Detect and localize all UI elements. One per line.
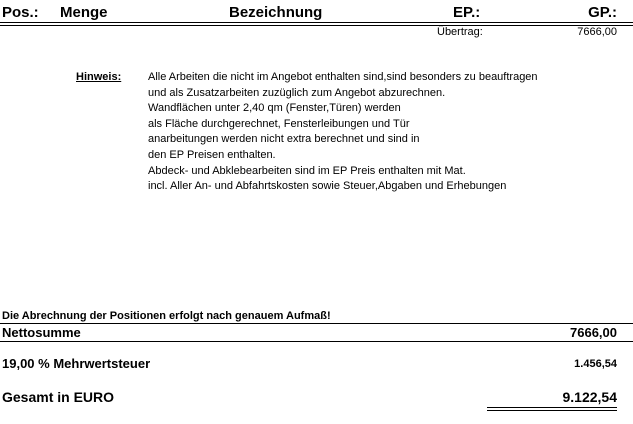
hinweis-line: Alle Arbeiten die nicht im Angebot enthalten sind,sind besonders zu beauftragen: [148, 71, 538, 83]
uebertrag-value: 7666,00: [577, 26, 617, 38]
gesamt-double-rule-top: [487, 407, 617, 408]
mwst-label: 19,00 % Mehrwertsteuer: [2, 356, 151, 371]
column-header-gp: GP.:: [588, 4, 617, 21]
hinweis-line: den EP Preisen enthalten.: [148, 148, 276, 161]
uebertrag-label: Übertrag:: [437, 26, 483, 38]
hinweis-line: Abdeck- und Abklebearbeiten sind im EP Preis enthalten mit Mat.: [148, 164, 466, 177]
column-header-bezeichnung: Bezeichnung: [229, 4, 323, 21]
column-header-pos: Pos.:: [2, 4, 39, 21]
gesamt-double-rule-bottom: [487, 410, 617, 411]
abrechnung-note: Die Abrechnung der Positionen erfolgt nach genauem Aufmaß!: [2, 310, 331, 322]
hinweis-line: incl. Aller An- und Abfahrtskosten sowie Steuer,Abgaben und Erhebungen: [148, 180, 507, 193]
mwst-value: 1.456,54: [574, 358, 617, 370]
gesamt-value: 9.122,54: [562, 389, 617, 405]
hinweis-label: Hinweis:: [76, 71, 122, 83]
gesamt-label: Gesamt in EURO: [2, 389, 115, 405]
hinweis-line: und als Zusatzarbeiten zuzüglich zum Angebot abzurechnen.: [148, 86, 446, 99]
netto-rule: [0, 341, 633, 342]
hinweis-line: Wandflächen unter 2,40 qm (Fenster,Türen) werden: [148, 102, 401, 115]
hinweis-text: [148, 70, 538, 195]
netto-label: Nettosumme: [2, 325, 81, 340]
column-header-ep: EP.:: [453, 4, 481, 21]
column-header-menge: Menge: [60, 4, 108, 21]
header-rule-bottom: [0, 25, 633, 26]
header-rule-top: [0, 22, 633, 23]
hinweis-line: anarbeitungen werden nicht extra berechnet und sind in: [148, 133, 420, 146]
hinweis-line: als Fläche durchgerechnet, Fensterleibungen und Tür: [148, 117, 410, 130]
netto-value: 7666,00: [570, 325, 617, 340]
note-rule: [0, 323, 633, 324]
